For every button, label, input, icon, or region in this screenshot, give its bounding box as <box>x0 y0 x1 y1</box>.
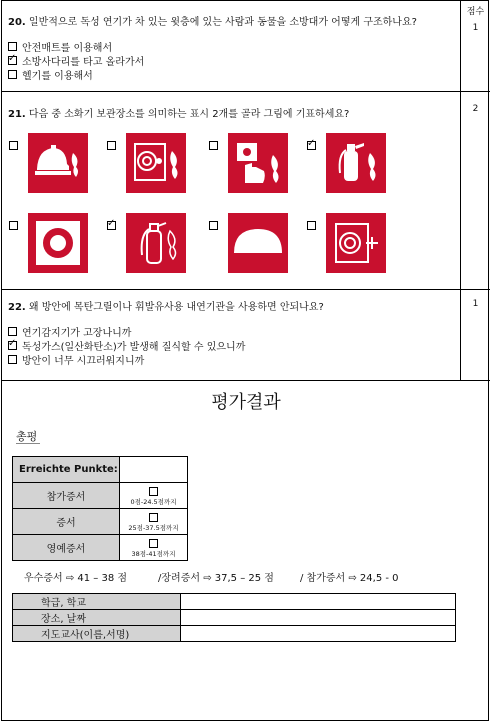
question-22-score: 1 <box>472 299 479 309</box>
result-title: 평가결과 <box>211 392 281 413</box>
sign-option[interactable] <box>209 133 288 193</box>
sign-option[interactable] <box>307 213 386 273</box>
question-22-option[interactable] <box>8 352 144 367</box>
sign-option[interactable] <box>307 133 386 193</box>
sign-option[interactable] <box>107 133 186 193</box>
question-20-score: 1 <box>472 23 479 33</box>
cert-label: 영예증서 <box>13 535 120 561</box>
info-label: 장소, 날짜 <box>13 610 181 626</box>
grade-encouragement: /장려증서 ⇨ 37,5 – 25 점 <box>158 573 274 584</box>
question-22-title <box>8 298 324 313</box>
cert-label: 참가증서 <box>13 483 120 509</box>
checkbox[interactable] <box>149 513 158 522</box>
info-label: 학급, 학교 <box>13 594 181 610</box>
checkbox-checked[interactable] <box>107 221 116 230</box>
cert-label: 증서 <box>13 509 120 535</box>
fire-hose-ring-sign-icon <box>28 213 88 273</box>
cert-option[interactable] <box>120 509 188 535</box>
grade-participation: / 참가증서 ⇨ 24,5 - 0 <box>300 573 399 584</box>
checkbox[interactable] <box>9 221 18 230</box>
question-text: 다음 중 소화기 보관장소를 의미하는 표시 2개를 골라 그림에 기표하세요? <box>28 109 350 120</box>
option-label: 방안이 너무 시끄러워지니까 <box>22 356 145 367</box>
score-column-divider <box>460 1 461 380</box>
option-label: 연기감지기가 고장나니까 <box>22 328 132 339</box>
sign-option[interactable] <box>9 133 88 193</box>
info-field[interactable] <box>181 610 456 626</box>
points-label: Erreichte Punkte: <box>13 457 120 483</box>
points-table <box>12 456 188 561</box>
question-20-title <box>8 13 417 28</box>
cert-range: 25점-37.5점까지 <box>128 524 179 532</box>
question-21-title <box>8 105 349 120</box>
score-header: 점수 <box>466 7 485 17</box>
question-20-option[interactable] <box>8 53 144 68</box>
info-field[interactable] <box>181 594 456 610</box>
question-number: 20. <box>8 17 26 28</box>
fire-blanket-dome-sign-icon <box>228 213 288 273</box>
cert-option[interactable] <box>120 483 188 509</box>
fire-alarm-button-sign-icon <box>228 133 288 193</box>
cert-range: 0점-24.5점까지 <box>130 498 177 506</box>
subtitle-underline <box>16 443 40 444</box>
row-divider <box>2 289 490 290</box>
checkbox[interactable] <box>8 355 17 364</box>
checkbox[interactable] <box>209 141 218 150</box>
grade-excellent: 우수증서 ⇨ 41 – 38 점 <box>24 573 128 584</box>
option-label: 독성가스(일산화탄소)가 발생해 질식할 수 있으니까 <box>22 342 246 353</box>
info-label: 지도교사(이름,서명) <box>13 626 181 642</box>
checkbox[interactable] <box>107 141 116 150</box>
checkbox[interactable] <box>8 70 17 79</box>
sign-option[interactable] <box>209 213 288 273</box>
result-subtitle: 총평 <box>16 430 38 443</box>
option-label: 헬기를 이용해서 <box>22 71 93 82</box>
checkbox[interactable] <box>8 327 17 336</box>
row-divider <box>2 91 490 92</box>
checkbox[interactable] <box>149 487 158 496</box>
question-text: 일반적으로 독성 연기가 차 있는 윗층에 있는 사람과 동물을 소방대가 어떻게 구조하나요? <box>28 17 417 28</box>
question-text: 왜 방안에 목탄그릴이나 휘발유사용 내연기관을 사용하면 안되나요? <box>28 302 324 313</box>
info-table <box>12 593 456 642</box>
question-number: 21. <box>8 109 26 120</box>
question-20-option[interactable] <box>8 39 112 54</box>
info-field[interactable] <box>181 626 456 642</box>
row-divider <box>2 380 490 381</box>
page-frame <box>1 0 489 721</box>
points-value-field[interactable] <box>120 457 188 483</box>
sign-option[interactable] <box>107 213 186 273</box>
checkbox[interactable] <box>149 539 158 548</box>
checkbox-checked[interactable] <box>8 56 17 65</box>
cert-option[interactable] <box>120 535 188 561</box>
option-label: 안전매트를 이용해서 <box>22 43 113 54</box>
question-21-score: 2 <box>472 104 479 114</box>
question-22-option[interactable] <box>8 324 131 339</box>
checkbox[interactable] <box>209 221 218 230</box>
sign-option[interactable] <box>9 213 88 273</box>
fire-extinguisher-sign-icon <box>326 133 386 193</box>
fire-hose-reel-sign-icon <box>126 133 186 193</box>
checkbox[interactable] <box>307 221 316 230</box>
question-22-option[interactable] <box>8 338 245 353</box>
option-label: 소방사다리를 타고 올라가서 <box>22 57 145 68</box>
checkbox[interactable] <box>8 42 17 51</box>
checkbox-checked[interactable] <box>307 141 316 150</box>
checkbox-checked[interactable] <box>8 341 17 350</box>
cert-range: 38점-41점까지 <box>131 550 176 558</box>
fire-helmet-sign-icon <box>28 133 88 193</box>
hose-reel-sign-icon <box>326 213 386 273</box>
question-20-option[interactable] <box>8 67 93 82</box>
question-number: 22. <box>8 302 26 313</box>
fire-extinguisher-outline-sign-icon <box>126 213 186 273</box>
checkbox[interactable] <box>9 141 18 150</box>
